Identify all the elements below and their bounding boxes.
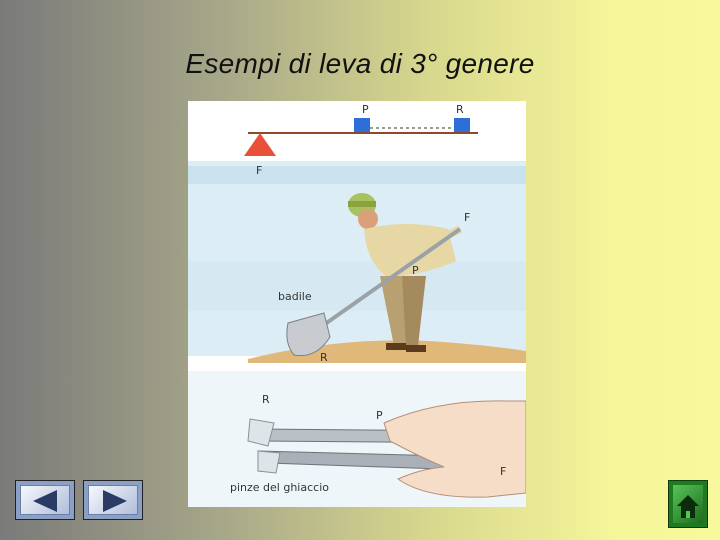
shovel-label-p: P: [412, 264, 419, 277]
diagram-label-p: P: [362, 103, 369, 116]
diagram-label-r: R: [456, 103, 464, 116]
next-slide-button[interactable]: [83, 480, 143, 520]
lever-diagram: [244, 118, 478, 156]
diagram-label-f: F: [256, 164, 263, 177]
home-icon: [673, 485, 703, 523]
lever-illustration-graphics: [188, 101, 526, 507]
triangle-right-icon: [89, 486, 139, 516]
tongs-label-p: P: [376, 409, 383, 422]
resistance-box: [454, 118, 470, 132]
shovel-caption: badile: [278, 290, 312, 303]
triangle-left-icon: [21, 486, 71, 516]
slide-title: Esempi di leva di 3° genere: [185, 48, 535, 79]
shovel-label-f: F: [464, 211, 471, 224]
shovel-label-r: R: [320, 351, 328, 364]
tongs-label-r: R: [262, 393, 270, 406]
effort-box: [354, 118, 370, 132]
fulcrum-triangle: [244, 133, 276, 156]
previous-slide-button[interactable]: [15, 480, 75, 520]
tongs-caption: pinze del ghiaccio: [230, 481, 329, 494]
home-button[interactable]: [668, 480, 708, 528]
tongs-label-f: F: [500, 465, 507, 478]
lever-illustration: [188, 101, 526, 507]
